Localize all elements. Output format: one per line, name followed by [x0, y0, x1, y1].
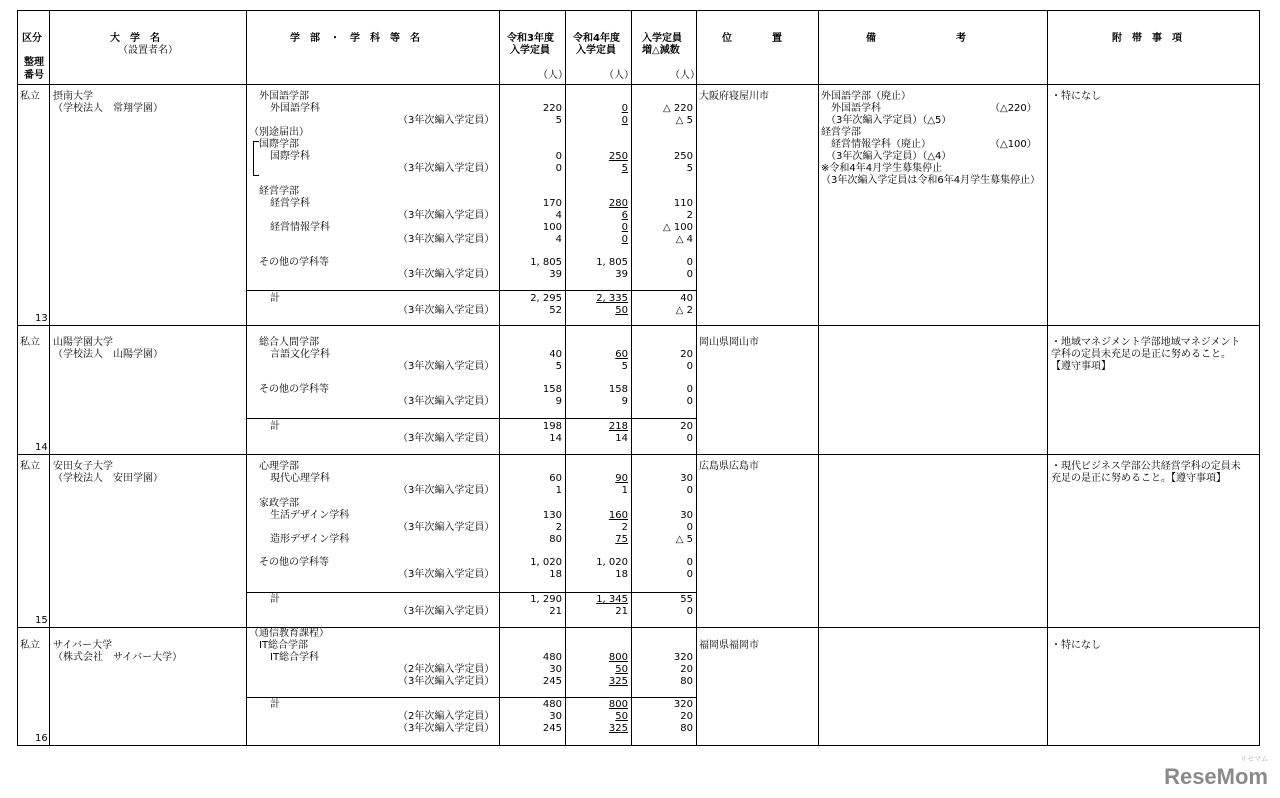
- header-setchi: （設置者名）: [118, 45, 178, 56]
- header-r4-b: 入学定員: [576, 45, 616, 56]
- header-diff-unit: （人）: [670, 70, 700, 81]
- r4-value: 39: [615, 269, 628, 280]
- r4-value: 5: [621, 361, 628, 372]
- location: 大阪府寝屋川市: [699, 91, 769, 102]
- diff-value: 250: [673, 151, 693, 162]
- transfer-label: （3年次編入学定員）: [398, 234, 495, 245]
- university-name: 安田女子大学: [53, 461, 113, 472]
- remarks-line: （3年次編入学定員）（△4）: [821, 151, 952, 162]
- faculty-label: 経営学部: [259, 186, 299, 197]
- other-departments-label: その他の学科等: [259, 557, 329, 568]
- faculty-label: 心理学部: [259, 461, 299, 472]
- department-label: 経営学科: [270, 198, 310, 209]
- r4-value: 50: [615, 664, 628, 675]
- r4-value: 325: [608, 676, 628, 687]
- diff-value: △ 4: [675, 234, 693, 245]
- row-number: 16: [35, 733, 48, 744]
- diff-value: 0: [686, 485, 693, 496]
- row-number: 13: [35, 313, 48, 324]
- remarks-line: （3年次編入学定員）（△5）: [821, 115, 952, 126]
- header-diff-a: 入学定員: [642, 33, 682, 44]
- transfer-label: （3年次編入学定員）: [398, 163, 495, 174]
- transfer-label: （3年次編入学定員）: [398, 606, 495, 617]
- diff-value: 20: [680, 349, 693, 360]
- transfer-label: （3年次編入学定員）: [398, 396, 495, 407]
- r3-value: 80: [549, 534, 562, 545]
- r4-value: 1: [621, 485, 628, 496]
- resemom-logo: [1164, 756, 1268, 790]
- diff-value: △ 220: [663, 103, 693, 114]
- r4-total: 2, 335: [596, 293, 628, 304]
- r3-value: 1, 020: [530, 557, 562, 568]
- transfer-label: （3年次編入学定員）: [398, 485, 495, 496]
- conditions: 【遵守事項】: [1051, 361, 1111, 372]
- r4-value: 5: [621, 163, 628, 174]
- r3-value: 4: [555, 234, 562, 245]
- r4-total: 800: [608, 699, 628, 710]
- university-name: サイバー大学: [53, 640, 113, 651]
- r3-value: 4: [555, 210, 562, 221]
- diff-value: 30: [680, 510, 693, 521]
- row-kubun: 私立: [20, 461, 40, 472]
- department-label: 国際学科: [270, 151, 310, 162]
- diff-total: 0: [686, 606, 693, 617]
- r4-value: 60: [615, 349, 628, 360]
- diff-value: △ 5: [675, 534, 693, 545]
- transfer-label: （3年次編入学定員）: [398, 723, 495, 734]
- r4-value: 18: [615, 569, 628, 580]
- r3-total: 245: [542, 723, 562, 734]
- transfer-label: （2年次編入学定員）: [398, 664, 495, 675]
- r4-value: 1, 020: [596, 557, 628, 568]
- location: 福岡県福岡市: [699, 640, 759, 651]
- diff-total: 320: [673, 699, 693, 710]
- department-label: 外国語学科: [270, 103, 320, 114]
- transfer-label: （3年次編入学定員）: [398, 115, 495, 126]
- department-label: 生活デザイン学科: [270, 510, 350, 521]
- r4-value: 160: [608, 510, 628, 521]
- remarks-line: 経営情報学科（廃止）: [821, 139, 931, 150]
- founder-name: （学校法人 山陽学園）: [53, 349, 163, 360]
- r3-value: 1, 805: [530, 257, 562, 268]
- r4-total: 1, 345: [596, 594, 628, 605]
- department-label: 経営情報学科: [270, 222, 330, 233]
- r4-value: 0: [621, 103, 628, 114]
- r4-value: 1, 805: [596, 257, 628, 268]
- founder-name: （株式会社 サイバー大学）: [53, 652, 183, 663]
- r3-value: 5: [555, 115, 562, 126]
- transfer-label: （3年次編入学定員）: [398, 569, 495, 580]
- total-label: 計: [270, 293, 280, 304]
- header-diff-b: 増△減数: [642, 45, 680, 56]
- faculty-label: 家政学部: [259, 498, 299, 509]
- r3-value: 2: [555, 522, 562, 533]
- diff-value: 5: [686, 163, 693, 174]
- row-kubun: 私立: [20, 337, 40, 348]
- header-futai: 附 帯 事 項: [1112, 33, 1182, 44]
- row-kubun: 私立: [20, 640, 40, 651]
- r3-total: 30: [549, 711, 562, 722]
- r3-value: 0: [555, 163, 562, 174]
- faculty-label: 総合人間学部: [259, 337, 319, 348]
- r3-value: 9: [555, 396, 562, 407]
- header-r3-unit: （人）: [538, 70, 568, 81]
- row-number: 14: [35, 442, 48, 453]
- department-label: 造形デザイン学科: [270, 534, 350, 545]
- remarks-line: （△220）: [990, 103, 1037, 114]
- remarks-line: 外国語学部（廃止）: [821, 91, 911, 102]
- r4-value: 280: [608, 198, 628, 209]
- diff-total: 55: [680, 594, 693, 605]
- header-seiri: 整理: [24, 57, 44, 68]
- total-label: 計: [270, 594, 280, 605]
- founder-name: （学校法人 安田学園）: [53, 473, 163, 484]
- total-divider: [246, 697, 696, 698]
- university-name: 山陽学園大学: [53, 337, 113, 348]
- faculty-label: 国際学部: [259, 139, 299, 150]
- diff-value: 0: [686, 269, 693, 280]
- diff-total: 0: [686, 433, 693, 444]
- total-label: 計: [270, 421, 280, 432]
- r3-value: 100: [542, 222, 562, 233]
- diff-total: 80: [680, 723, 693, 734]
- r4-total: 218: [608, 421, 628, 432]
- conditions: ・地域マネジメント学部地域マネジメント: [1051, 337, 1241, 348]
- r3-value: 30: [549, 664, 562, 675]
- r3-value: 220: [542, 103, 562, 114]
- separate-notice-label: （別途届出）: [249, 127, 309, 138]
- university-name: 摂南大学: [53, 91, 93, 102]
- transfer-label: （3年次編入学定員）: [398, 361, 495, 372]
- transfer-label: （3年次編入学定員）: [398, 676, 495, 687]
- r4-total: 50: [615, 711, 628, 722]
- r4-value: 0: [621, 234, 628, 245]
- diff-value: △ 100: [663, 222, 693, 233]
- r3-total: 52: [549, 305, 562, 316]
- diff-total: 20: [680, 421, 693, 432]
- r4-value: 6: [621, 210, 628, 221]
- total-divider: [246, 418, 696, 419]
- transfer-label: （3年次編入学定員）: [398, 433, 495, 444]
- logo-text: ReseMom: [1164, 764, 1268, 789]
- r4-value: 158: [608, 384, 628, 395]
- diff-total: 20: [680, 711, 693, 722]
- department-label: IT総合学科: [270, 652, 320, 663]
- remarks-line: （3年次編入学定員は令和6年4月学生募集停止）: [821, 175, 1041, 186]
- other-departments-label: その他の学科等: [259, 384, 329, 395]
- r3-value: 40: [549, 349, 562, 360]
- diff-value: 0: [686, 557, 693, 568]
- r3-total: 2, 295: [530, 293, 562, 304]
- r4-value: 2: [621, 522, 628, 533]
- r3-value: 18: [549, 569, 562, 580]
- department-label: 言語文化学科: [270, 349, 330, 360]
- diff-value: 20: [680, 664, 693, 675]
- transfer-label: （2年次編入学定員）: [398, 711, 495, 722]
- r3-total: 198: [542, 421, 562, 432]
- course-type-label: （通信教育課程）: [249, 628, 329, 639]
- logo-subtext: リセマム: [1240, 756, 1268, 763]
- remarks-line: （△100）: [990, 139, 1037, 150]
- r4-value: 0: [621, 115, 628, 126]
- location: 広島県広島市: [699, 461, 759, 472]
- header-kubun: 区分: [22, 33, 42, 44]
- conditions: ・特になし: [1051, 640, 1101, 651]
- r3-value: 0: [555, 151, 562, 162]
- diff-value: 0: [686, 522, 693, 533]
- remarks-line: 経営学部: [821, 127, 861, 138]
- header-daigaku: 大 学 名: [110, 33, 160, 44]
- diff-value: 0: [686, 384, 693, 395]
- r4-value: 800: [608, 652, 628, 663]
- total-divider: [246, 592, 696, 593]
- r3-value: 5: [555, 361, 562, 372]
- r4-value: 9: [621, 396, 628, 407]
- r4-total: 14: [615, 433, 628, 444]
- founder-name: （学校法人 常翔学園）: [53, 103, 163, 114]
- diff-value: 320: [673, 652, 693, 663]
- diff-value: 2: [686, 210, 693, 221]
- header-r3-b: 入学定員: [510, 45, 550, 56]
- r3-value: 130: [542, 510, 562, 521]
- r4-value: 90: [615, 473, 628, 484]
- diff-value: 0: [686, 361, 693, 372]
- diff-value: 0: [686, 569, 693, 580]
- r3-value: 158: [542, 384, 562, 395]
- header-r4-a: 令和4年度: [573, 33, 620, 44]
- r3-value: 39: [549, 269, 562, 280]
- remarks-line: 外国語学科: [821, 103, 881, 114]
- transfer-label: （3年次編入学定員）: [398, 269, 495, 280]
- r3-value: 245: [542, 676, 562, 687]
- conditions: 学科の定員未充足の是正に努めること。: [1051, 349, 1231, 360]
- r4-value: 75: [615, 534, 628, 545]
- conditions: 充足の是正に努めること。【遵守事項】: [1051, 473, 1226, 484]
- other-departments-label: その他の学科等: [259, 257, 329, 268]
- diff-value: 0: [686, 257, 693, 268]
- header-ichi: 位 置: [722, 33, 782, 44]
- header-r4-unit: （人）: [604, 70, 634, 81]
- diff-value: △ 5: [675, 115, 693, 126]
- r4-total: 325: [608, 723, 628, 734]
- r3-total: 21: [549, 606, 562, 617]
- r4-total: 50: [615, 305, 628, 316]
- r4-value: 0: [621, 222, 628, 233]
- r3-value: 480: [542, 652, 562, 663]
- r3-total: 14: [549, 433, 562, 444]
- row-number: 15: [35, 615, 48, 626]
- faculty-label: 外国語学部: [259, 91, 309, 102]
- diff-total: 40: [680, 293, 693, 304]
- diff-value: 30: [680, 473, 693, 484]
- header-bango: 番号: [24, 70, 44, 81]
- diff-value: 80: [680, 676, 693, 687]
- department-label: 現代心理学科: [270, 473, 330, 484]
- diff-value: 0: [686, 396, 693, 407]
- header-r3-a: 令和3年度: [507, 33, 554, 44]
- r4-value: 250: [608, 151, 628, 162]
- header-gakubu: 学 部 ・ 学 科 等 名: [290, 33, 420, 44]
- total-label: 計: [270, 699, 280, 710]
- r3-value: 1: [555, 485, 562, 496]
- transfer-label: （3年次編入学定員）: [398, 522, 495, 533]
- r3-total: 1, 290: [530, 594, 562, 605]
- r4-total: 21: [615, 606, 628, 617]
- header-biko: 備 考: [866, 33, 966, 44]
- diff-total: △ 2: [675, 305, 693, 316]
- conditions: ・特になし: [1051, 91, 1101, 102]
- r3-value: 60: [549, 473, 562, 484]
- total-divider: [246, 290, 696, 291]
- transfer-label: （3年次編入学定員）: [398, 305, 495, 316]
- faculty-label: IT総合学部: [259, 640, 309, 651]
- transfer-label: （3年次編入学定員）: [398, 210, 495, 221]
- conditions: ・現代ビジネス学部公共経営学科の定員未: [1051, 461, 1241, 472]
- remarks-line: ※令和4年4月学生募集停止: [821, 163, 943, 174]
- r3-value: 170: [542, 198, 562, 209]
- location: 岡山県岡山市: [699, 337, 759, 348]
- diff-value: 110: [673, 198, 693, 209]
- row-kubun: 私立: [20, 91, 40, 102]
- r3-total: 480: [542, 699, 562, 710]
